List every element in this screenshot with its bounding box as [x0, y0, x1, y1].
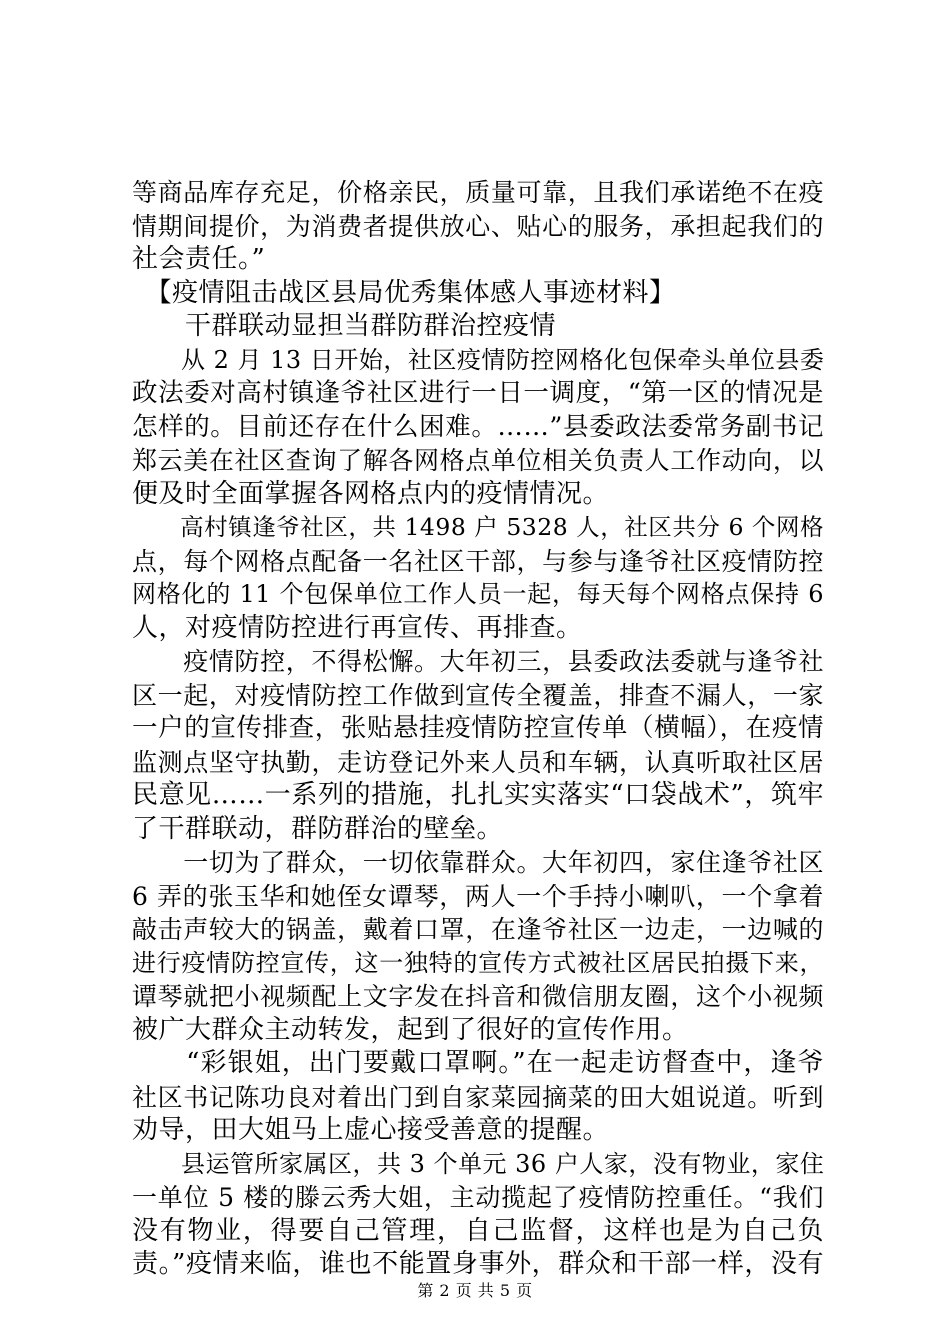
text-line: 一切为了群众，一切依靠群众。大年初四，家住逢爷社区	[132, 848, 824, 877]
text-line: 敲击声较大的锅盖，戴着口罩，在逢爷社区一边走，一边喊的	[132, 915, 824, 944]
text-line: 疫情防控，不得松懈。大年初三，县委政法委就与逢爷社	[132, 647, 824, 676]
text-line: 民意见……一系列的措施，扎扎实实落实“口袋战术”，筑牢	[132, 780, 824, 810]
text-line: 进行疫情防控宣传，这一独特的宣传方式被社区居民拍摄下来，	[132, 948, 824, 977]
text-line: “彩银姐，出门要戴口罩啊。”在一起走访督查中，逢爷	[132, 1048, 824, 1078]
text-line: 社会责任。”	[132, 244, 266, 274]
section-heading: 【疫情阻击战区县局优秀集体感人事迹材料】	[132, 277, 676, 308]
text-line: 谭琴就把小视频配上文字发在抖音和微信朋友圈，这个小视频	[132, 982, 824, 1011]
text-line: 便及时全面掌握各网格点内的疫情情况。	[132, 478, 610, 509]
text-line: 区一起，对疫情防控工作做到宣传全覆盖，排查不漏人，一家	[132, 680, 824, 710]
text-line: 点，每个网格点配备一名社区干部，与参与逢爷社区疫情防控	[132, 546, 824, 576]
text-line: 监测点坚守执勤，走访登记外来人员和车辆，认真听取社区居	[132, 747, 824, 777]
text-line: 网格化的 11 个包保单位工作人员一起，每天每个网格点保持 6	[132, 580, 824, 608]
text-line: 怎样的。目前还存在什么困难。……”县委政法委常务副书记	[132, 411, 824, 442]
text-line: 情期间提价，为消费者提供放心、贴心的服务，承担起我们的	[132, 211, 824, 241]
text-line: 一户的宣传排查，张贴悬挂疫情防控宣传单（横幅），在疫情	[132, 713, 824, 743]
text-line: 政法委对高村镇逢爷社区进行一日一调度，“第一区的情况是	[132, 378, 824, 408]
text-line: 郑云美在社区查询了解各网格点单位相关负责人工作动向，以	[132, 446, 824, 475]
text-line: 6 弄的张玉华和她侄女谭琴，两人一个手持小喇叭，一个拿着	[132, 881, 824, 911]
text-line: 县运管所家属区，共 3 个单元 36 户人家，没有物业，家住	[132, 1149, 825, 1178]
text-line: 高村镇逢爷社区，共 1498 户 5328 人，社区共分 6 个网格	[132, 513, 824, 541]
page-number: 第 2 页 共 5 页	[417, 1281, 533, 1300]
text-line: 一单位 5 楼的滕云秀大姐，主动揽起了疫情防控重任。“我们	[132, 1183, 824, 1212]
text-line: 被广大群众主动转发，起到了很好的宣传作用。	[132, 1014, 689, 1045]
body-text	[132, 176, 824, 1282]
text-line: 没有物业，得要自己管理，自己监督，这样也是为自己负	[132, 1215, 824, 1246]
text-line: 责。”疫情来临，谁也不能置身事外，群众和干部一样，没有	[132, 1249, 824, 1279]
page-footer	[0, 1278, 950, 1301]
text-line: 从 2 月 13 日开始，社区疫情防控网格化包保牵头单位县委	[132, 345, 825, 374]
text-line: 劝导，田大姐马上虚心接受善意的提醒。	[132, 1115, 610, 1145]
text-line: 社区书记陈功良对着出门到自家菜园摘菜的田大姐说道。听到	[132, 1082, 824, 1112]
article-title: 干群联动显担当群防群治控疫情	[132, 311, 557, 341]
text-line: 等商品库存充足，价格亲民，质量可靠，且我们承诺绝不在疫	[132, 178, 824, 207]
text-line: 了干群联动，群防群治的壁垒。	[132, 813, 504, 844]
text-line: 人，对疫情防控进行再宣传、再排查。	[132, 612, 583, 643]
